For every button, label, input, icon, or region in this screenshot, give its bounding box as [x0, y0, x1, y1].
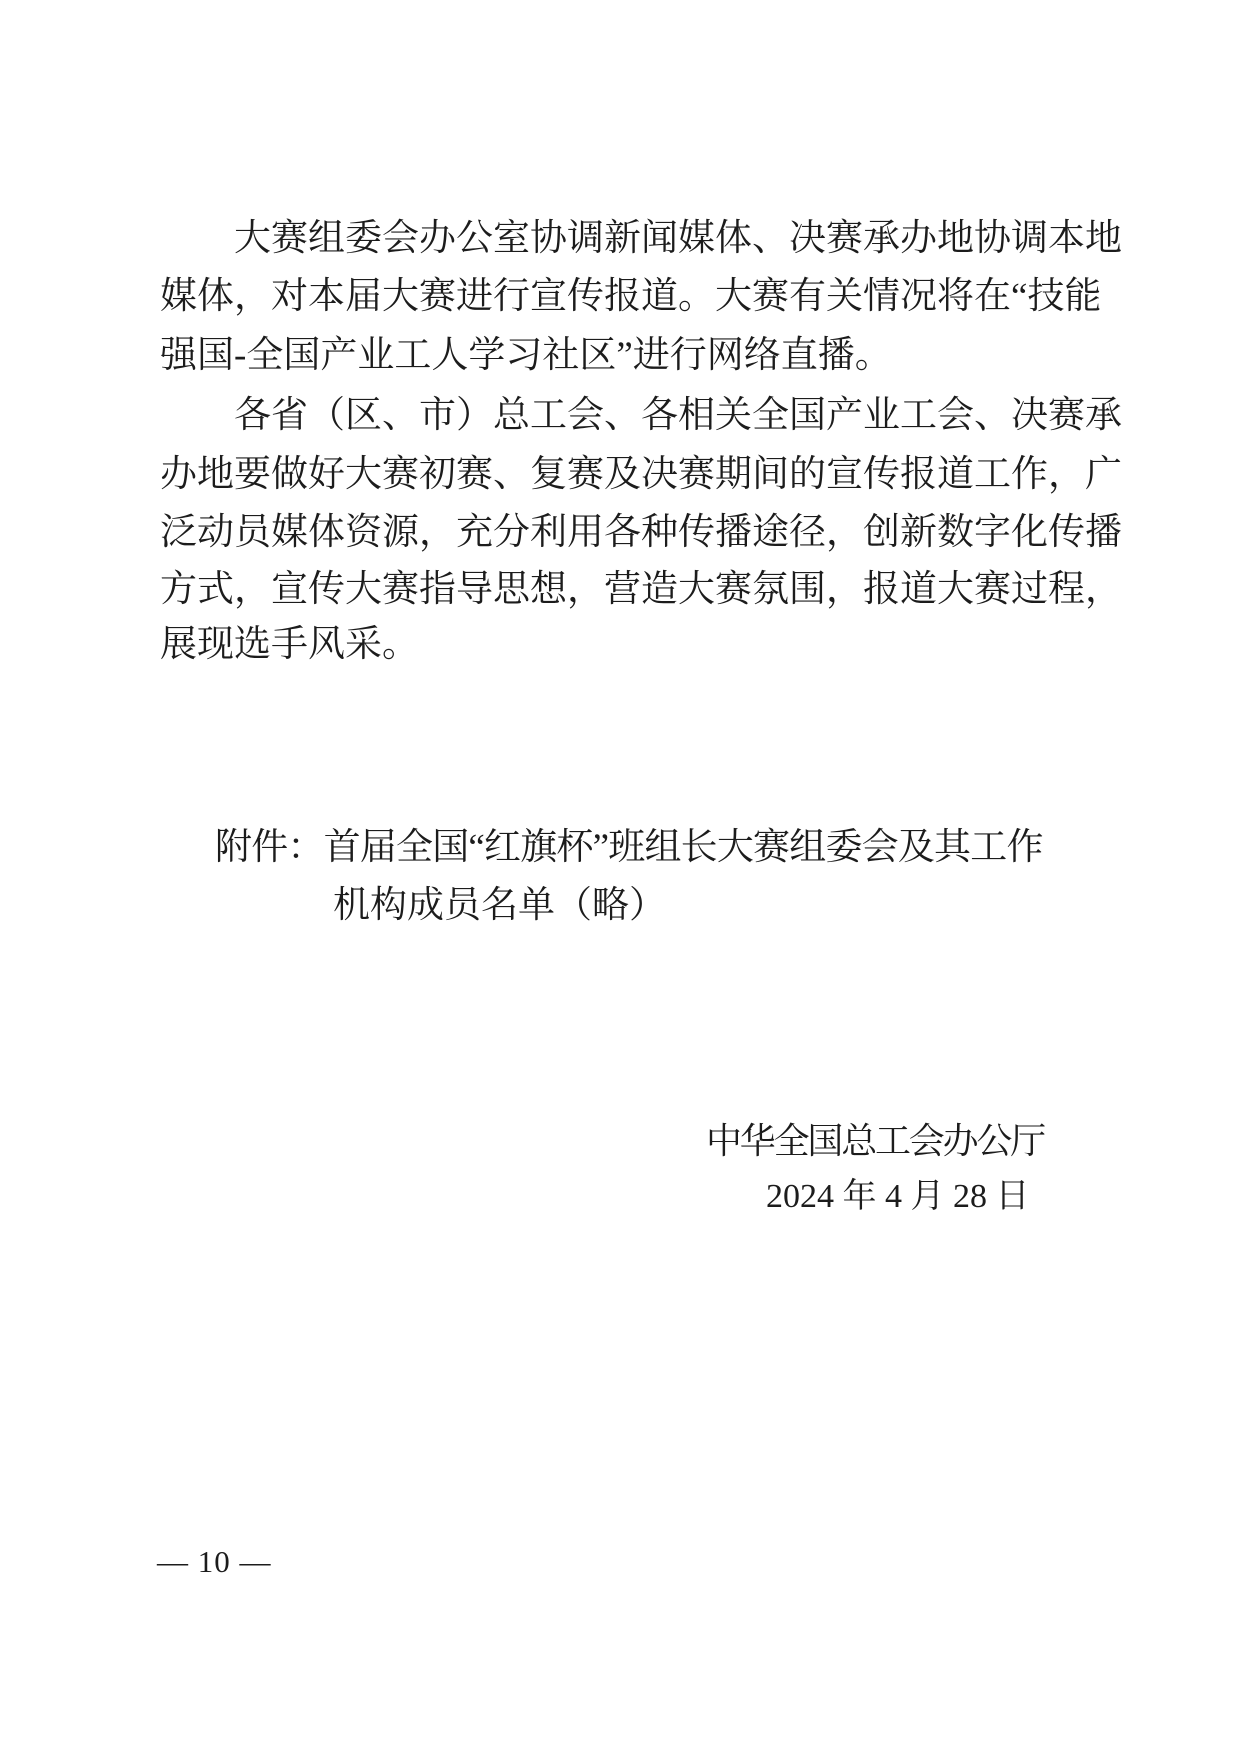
page-number: — 10 —: [157, 1544, 272, 1579]
body-paragraph1-line2: 媒 体 ， 对 本 届 大 赛 进 行 宣 传 报 道 。 大 赛 有 关 情 况 将 在 “ 技 能: [160, 276, 1102, 317]
attachment-note-line2: 机构成员名单（略）: [333, 885, 666, 926]
body-paragraph2-line1: 各 省 （ 区 、 市 ） 总 工 会 、 各 相 关 全 国 产 业 工 会 、 决 赛 承: [234, 395, 1122, 436]
body-paragraph2-line3: 泛 动 员 媒 体 资 源 ， 充 分 利 用 各 种 传 播 途 径 ， 创 新 数 字 化 传 播: [160, 512, 1122, 553]
body-paragraph1-line1: 大 赛 组 委 会 办 公 室 协 调 新 闻 媒 体 、 决 赛 承 办 地 协 调 本 地: [234, 218, 1122, 259]
issuer-signature: 中华全国总工会办公厅: [706, 1121, 1045, 1161]
body-paragraph2-line2: 办 地 要 做 好 大 赛 初 赛 、 复 赛 及 决 赛 期 间 的 宣 传 报 道 工 作 ， 广: [160, 454, 1122, 495]
body-paragraph2-line4: 方 式 ， 宣 传 大 赛 指 导 思 想 ， 营 造 大 赛 氛 围 ， 报 道 大 赛 过 程 ，: [160, 569, 1122, 610]
attachment-note-line1: 附件：首届全国“红旗杯”班组长大赛组委会及其工作: [215, 827, 1043, 868]
body-paragraph2-line5: 展现选手风采。: [160, 624, 419, 665]
signature-date: 2024 年 4 月 28 日: [766, 1178, 1030, 1215]
body-paragraph1-line3: 强国-全国产业工人学习社区”进行网络直播。: [160, 335, 892, 376]
